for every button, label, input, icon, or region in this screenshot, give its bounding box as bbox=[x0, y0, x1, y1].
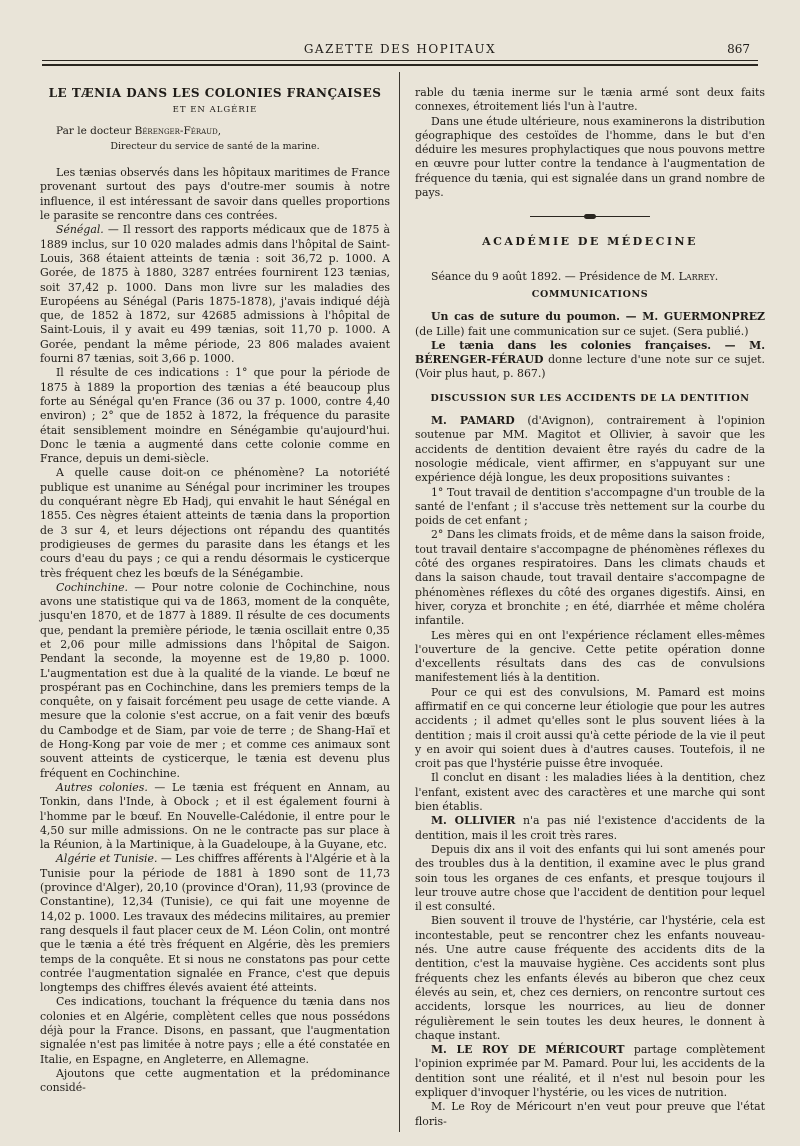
communication-text: donne lecture d'une note sur ce sujet. (Voir plus haut, p. 867.) bbox=[415, 353, 765, 381]
paragraph: Les tænias observés dans les hôpitaux maritimes de France provenant surtout des pays d'outre-mer soumis à notre influence, il est intéressant de savoir dans quelles proportions le parasite se rencontre dans ces contrées. bbox=[40, 166, 390, 223]
paragraph-text: — Le tænia est fréquent en Annam, au Tonkin, dans l'Inde, à Obock ; et il est également fourni à l'homme par le bœuf. En Nouvelle-Calédonie, il entre pour le 4,50 sur mille admissions. On ne le contracte pas sur place à la Réunion, à la Martinique, à la Guadeloupe, à la Guyane, etc. bbox=[40, 780, 390, 852]
paragraph: Bien souvent il trouve de l'hystérie, car l'hystérie, cela est incontestable, peut se rencontrer chez les enfants nouveau-nés. Une autre cause fréquente des accidents dits de la dentition, c'est la mauvaise hygiène. Ces accidents sont plus fréquents chez les enfants élevés au biberon que chez ceux élevés au sein, et, chez ces derniers, on rencontre surtout ces accidents, lorsque les nourrices, au lieu de donner régulièrement le sein toutes les deux heures, le donnent à chaque instant. bbox=[415, 914, 765, 1042]
paragraph-text: partage complètement l'opinion exprimée par M. Pamard. Pour lui, les accidents de la dentition sont une réalité, et il n'est nul besoin pour les expliquer d'invoquer l'hystérie, ou les vices de nutrition. bbox=[415, 1043, 765, 1099]
paragraph: Depuis dix ans il voit des enfants qui lui sont amenés pour des troubles dus à la dentition, il examine avec le plus grand soin tous les organes de ces enfants, et presque toujours il leur trouve autre chose que l'accident de dentition pour lequel il est consulté. bbox=[415, 842, 765, 914]
article-byline bbox=[40, 124, 390, 138]
paragraph: 1° Tout travail de dentition s'accompagne d'un trouble de la santé de l'enfant ; il s'accuse très nettement sur la courbe du poids de cet enfant ; bbox=[415, 485, 765, 528]
right-column bbox=[415, 86, 765, 1129]
communications-heading: COMMUNICATIONS bbox=[531, 288, 649, 300]
section-label: Cochinchine. bbox=[56, 580, 129, 594]
paragraph bbox=[415, 1043, 765, 1100]
communication-title: Un cas de suture du poumon. bbox=[431, 310, 620, 324]
session-text: Séance du 9 août 1892. — Présidence de M. bbox=[431, 269, 679, 283]
section-label: Algérie et Tunisie. bbox=[56, 852, 158, 866]
paragraph-text: n'a pas nié l'existence d'accidents de la dentition, mais il les croit très rares. bbox=[415, 814, 765, 842]
byline-prefix: Par le docteur bbox=[56, 124, 135, 137]
paragraph-text: — Il ressort des rapports médicaux que de 1875 à 1889 inclus, sur 10 020 malades admis dans l'hôpital de Saint-Louis, 368 étaient atteints de tænia : soit 36,72 p. 1000. A Gorée, de 1875 à 1880, 3287 entrées fournirent 123 tænias, soit 37,42 p. 1000. Dans mon livre sur les maladies des Européens au Sénégal (Paris 1875-1878), j'avais indiqué déjà que, de 1852 à 1872, sur 42685 admissions à l'hôpital de Saint-Louis, il y avait eu 499 tænias, soit 11,70 p. 1000. A Gorée, pendant la même période, 23 806 malades avaient fourni 87 tænias, soit 3,66 p. 1000. bbox=[40, 223, 390, 366]
section-separator bbox=[530, 216, 650, 223]
paragraph: Les mères qui en ont l'expérience réclament elles-mêmes l'ouverture de la gencive. Cette petite opération donne d'excellents résultats dans des cas de convulsions manifestement liés à la dentition. bbox=[415, 628, 765, 685]
paragraph: 2° Dans les climats froids, et de même dans la saison froide, tout travail dentaire s'accompagne de phénomènes réflexes du côté des organes respiratoires. Dans les climats chauds et dans la saison chaude, tout travail dentaire s'accompagne de phénomènes réflexes du côté des organes digestifs. Ainsi, en hiver, coryza et bronchite ; en été, diarrhée et même choléra infantile. bbox=[415, 528, 765, 628]
speaker-name: — M. GUERMONPREZ bbox=[619, 310, 766, 324]
communication-item bbox=[415, 310, 765, 339]
paragraph: Pour ce qui est des convulsions, M. Pamard est moins affirmatif en ce qui concerne leur étiologie que pour les autres accidents ; il admet qu'elles sont le plus souvent liées à la dentition ; mais il croit aussi qu'à cette période de la vie il peut y en avoir qui soient dues à d'autres causes. Toutefois, il ne croit pas que l'hystérie puisse être invoquée. bbox=[415, 685, 765, 771]
paragraph bbox=[40, 852, 390, 995]
running-header bbox=[0, 40, 800, 60]
paragraph: A quelle cause doit-on ce phénomène? La notoriété publique est unanime au Sénégal pour incriminer les troupes du conquérant nègre Eb Hadj, qui envahit le haut Sénégal en 1855. Ces nègres étaient atteints de tænia dans la proportion de 3 sur 4, et leurs déjections ont répandu des quantités prodigieuses de germes du parasite dans les étangs et les cours d'eau du pays ; ce qui a rendu désormais le cysticerque très fréquent chez les bœufs de la Sénégambie. bbox=[40, 466, 390, 580]
paragraph: M. Le Roy de Méricourt n'en veut pour preuve que l'état floris- bbox=[415, 1100, 765, 1128]
author-name: Bérenger-Féraud, bbox=[134, 124, 222, 137]
page-number: 867 bbox=[727, 42, 750, 56]
paragraph: Ces indications, touchant la fréquence du tænia dans nos colonies et en Algérie, complètent celles que nous possédons déjà pour la France. Disons, en passant, que l'augmentation signalée n'est pas limitée à notre pays ; elle a été constatée en Italie, en Espagne, en Angleterre, en Allemagne. bbox=[40, 995, 390, 1066]
section-label: Sénégal. bbox=[56, 223, 104, 237]
communication-text: (de Lille) fait une communication sur ce sujet. (Sera publié.) bbox=[415, 324, 749, 338]
paragraph bbox=[415, 414, 765, 485]
header-rule-thick bbox=[42, 64, 758, 66]
paragraph bbox=[40, 581, 390, 781]
header-rule-thin bbox=[42, 60, 758, 61]
paragraph bbox=[415, 814, 765, 843]
left-column bbox=[40, 86, 390, 1095]
paragraph: Dans une étude ultérieure, nous examinerons la distribution géographique des cestoïdes de l'homme, dans le but d'en déduire les mesures prophylactiques que nous pouvons mettre en œuvre pour lutter contre la tendance à l'augmentation de fréquence du tænia, qui est signalée dans un grand nombre de pays. bbox=[415, 114, 765, 200]
paragraph: Il résulte de ces indications : 1° que pour la période de 1875 à 1889 la proportion des tænias a été beaucoup plus forte au Sénégal qu'en France (36 ou 37 p. 1000, contre 4,40 environ) ; 2° que de 1852 à 1872, la fréquence du parasite était sensiblement moindre en Sénégambie qu'aujourd'hui. Donc le tænia a augmenté dans cette colonie comme en France, depuis un demi-siècle. bbox=[40, 366, 390, 466]
paragraph-text: — Les chiffres afférents à l'Algérie et à la Tunisie pour la période de 1881 à 1890 sont de 11,73 (province d'Alger), 20,10 (province d'Oran), 11,93 (province de Constantine), 12,34 (Tunisie), ce qui fait une moyenne de 14,02 p. 1000. Les travaux des médecins militaires, au premier rang desquels il faut placer ceux de M. Léon Colin, ont montré que le tænia a été très fréquent en Algérie, dès les premiers temps de la conquête. Et si nous ne constatons pas pour cette contrée l'augmentation signalée en France, c'est que depuis longtemps des chiffres élevés avaient été atteints. bbox=[40, 852, 390, 995]
paragraph: Il conclut en disant : les maladies liées à la dentition, chez l'enfant, existent avec des caractères et une marche qui sont bien établis. bbox=[415, 771, 765, 814]
paragraph-text: — Pour notre colonie de Cochinchine, nous avons une statistique qui va de 1863, moment de la conquête, jusqu'en 1870, et de 1877 à 1889. Il résulte de ces documents que, pendant la première période, le tænia oscillait entre 0,35 et 2,06 pour mille admissions dans l'hôpital de Saigon. Pendant la seconde, la moyenne est de 19,80 p. 1000. L'augmentation est due à la qualité de la viande. Le bœuf ne prospérant pas en Cochinchine, dans les premiers temps de la conquête, on y faisait forcément peu usage de cette viande. A mesure que la colonie s'est accrue, on a fait venir des bœufs du Cambodge et de Siam, par voie de terre ; de Shang-Haï et de Hong-Kong par voie de mer ; et comme ces animaux sont souvent atteints de cysticerque, le tænia est devenu plus fréquent en Cochinchine. bbox=[40, 580, 390, 780]
paragraph: rable du tænia inerme sur le tænia armé sont deux faits connexes, étroitement liés l'un à l'autre. bbox=[415, 86, 765, 114]
speaker-name: M. PAMARD bbox=[431, 414, 515, 428]
journal-title: GAZETTE DES HOPITAUX bbox=[303, 42, 497, 56]
section-title: ACADÉMIE DE MÉDECINE bbox=[482, 235, 698, 249]
speaker-name: — M. BÉRENGER-FÉRAUD bbox=[415, 338, 766, 367]
discussion-heading: DISCUSSION SUR LES ACCIDENTS DE LA DENTITION bbox=[430, 392, 750, 404]
speaker-name: M. LE ROY DE MÉRICOURT bbox=[431, 1043, 625, 1057]
article-title: LE TÆNIA DANS LES COLONIES FRANÇAISES bbox=[48, 86, 382, 100]
speaker-name: M. OLLIVIER bbox=[431, 814, 516, 828]
section-label: Autres colonies. bbox=[56, 780, 148, 794]
paragraph-text: (d'Avignon), contrairement à l'opinion soutenue par MM. Magitot et Ollivier, à savoir que les accidents de dentition devaient être rayés du cadre de la nosologie médicale, vient affirmer, en s'appuyant sur une expérience déjà longue, les deux propositions suivantes : bbox=[415, 414, 766, 485]
article-subtitle: ET EN ALGÉRIE bbox=[172, 105, 258, 116]
session-line bbox=[415, 270, 765, 284]
communication-item bbox=[415, 339, 765, 382]
column-divider bbox=[399, 72, 400, 1132]
president-name: Larrey. bbox=[678, 269, 719, 283]
paragraph bbox=[40, 781, 390, 852]
author-affiliation: Directeur du service de santé de la marine. bbox=[110, 140, 320, 152]
communication-title: Le tænia dans les colonies françaises. bbox=[431, 338, 712, 352]
paragraph: Ajoutons que cette augmentation et la prédominance considé- bbox=[40, 1066, 390, 1095]
paragraph bbox=[40, 223, 390, 366]
